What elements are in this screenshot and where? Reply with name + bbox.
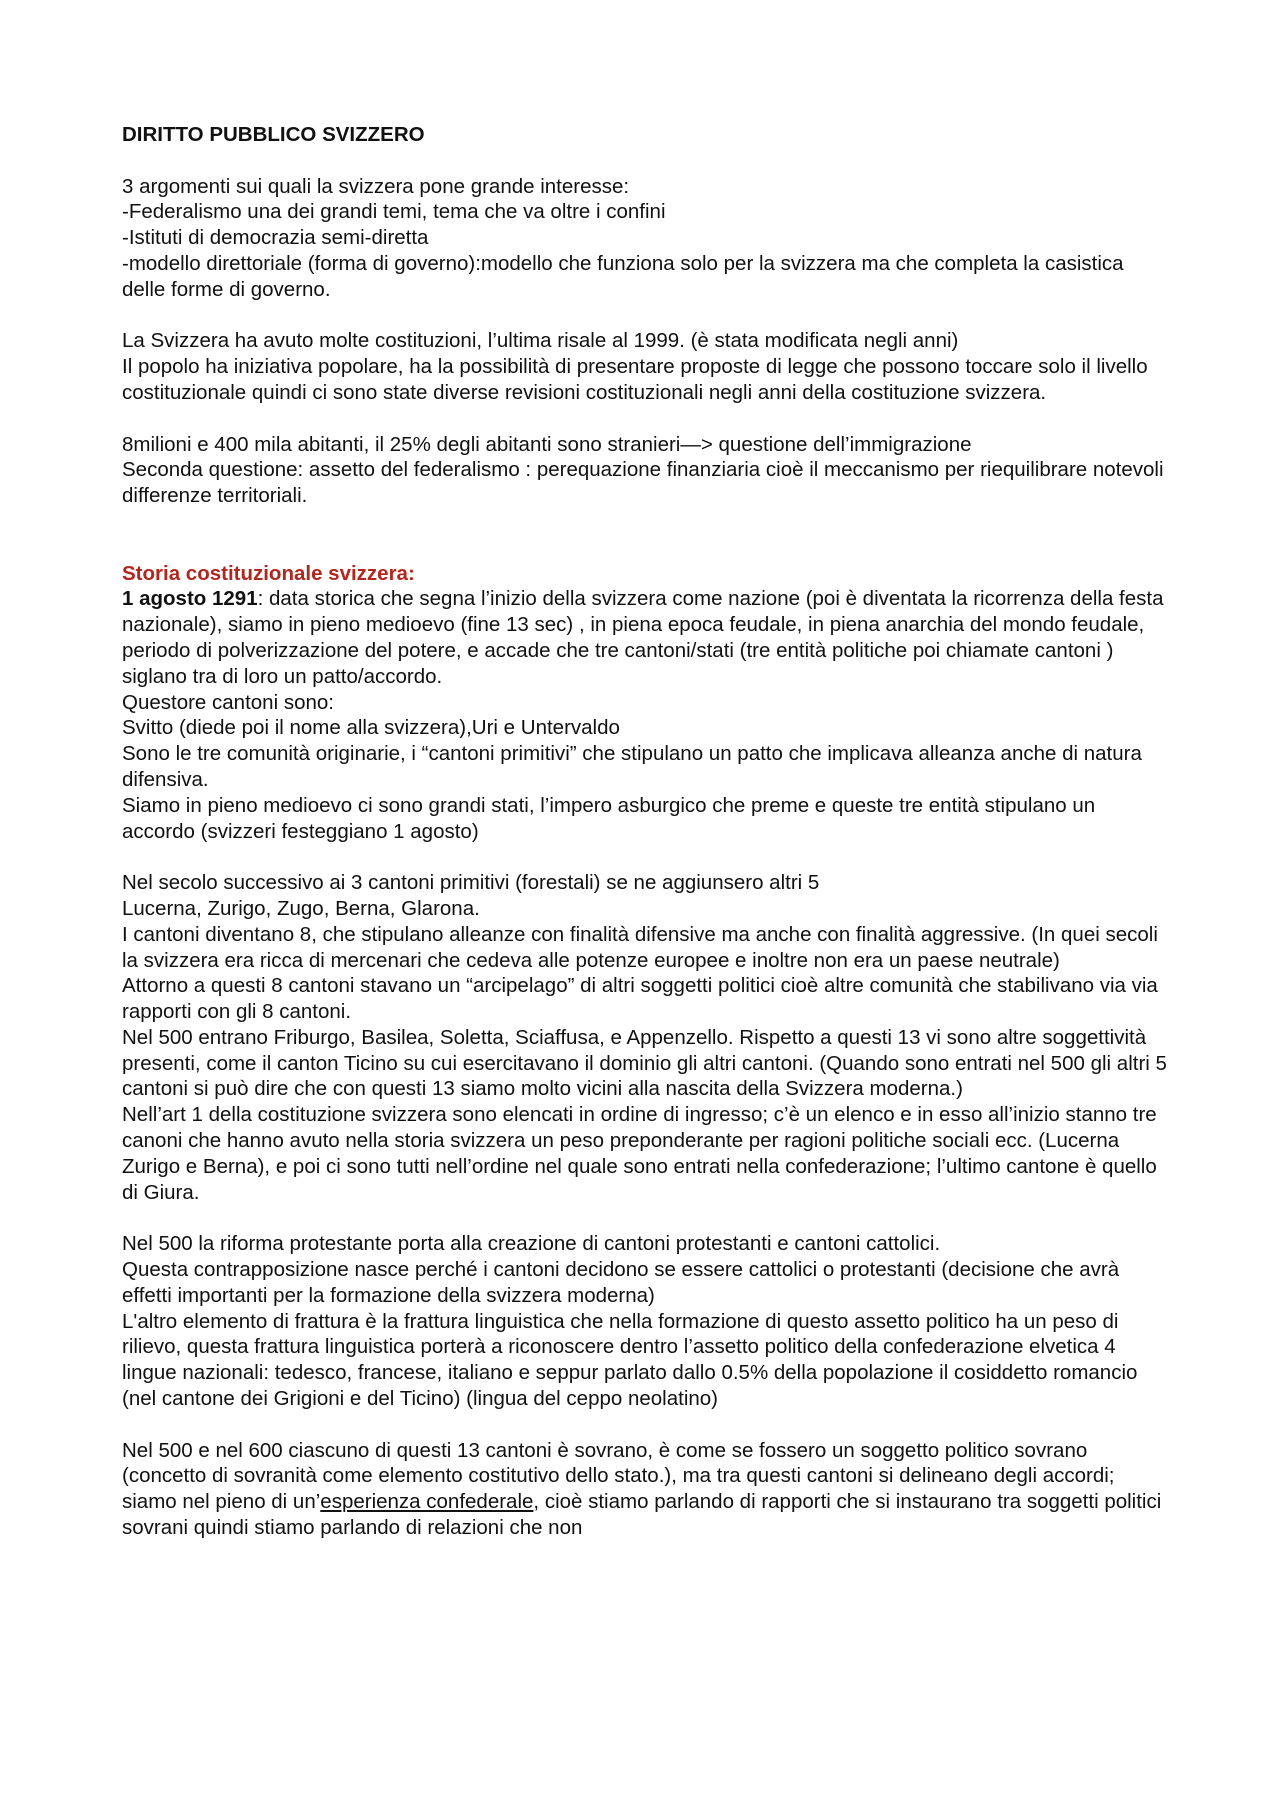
date-label: 1 agosto 1291 <box>122 587 258 611</box>
paragraph: 8milioni e 400 mila abitanti, il 25% degli abitanti sono stranieri—> questione dell’immigrazione <box>122 432 972 456</box>
paragraph: L'altro elemento di frattura è la frattura linguistica che nella formazione di questo assetto politico ha un peso di rilievo, questa frattura linguistica porterà a riconoscere dentro l’assetto politico della confederazione elvetica 4 lingue nazionali: tedesco, francese, italiano e seppur parlato dallo 0.5% della popolazione il cosiddetto romancio (nel cantone dei Grigioni e del Ticino) (lingua del ceppo neolatino) <box>122 1309 1138 1411</box>
paragraph: 3 argomenti sui quali la svizzera pone grande interesse: <box>122 174 630 198</box>
paragraph: Sono le tre comunità originarie, i “cantoni primitivi” che stipulano un patto che implicava alleanza anche di natura difensiva. <box>122 742 1142 791</box>
paragraph <box>122 1438 1167 1541</box>
section-heading: Storia costituzionale svizzera: <box>122 561 415 585</box>
paragraph: Attorno a questi 8 cantoni stavano un “arcipelago” di altri soggetti politici cioè altre comunità che stabilivano via via rapporti con gli 8 cantoni. <box>122 974 1158 1024</box>
paragraph: Questa contrapposizione nasce perché i cantoni decidono se essere cattolici o protestanti (decisione che avrà effetti importanti per la formazione della svizzera moderna) <box>122 1258 1120 1307</box>
underlined-term: esperienza confederale <box>320 1490 534 1514</box>
paragraph: Seconda questione: assetto del federalismo : perequazione finanziaria cioè il meccanismo per riequilibrare notevoli differenze territoriali. <box>122 458 1164 508</box>
paragraph: Svitto (diede poi il nome alla svizzera),Uri e Untervaldo <box>122 716 620 740</box>
document-page <box>122 122 1167 1541</box>
text-after: , cioè stiamo parlando di rapporti che si instaurano tra soggetti politici sovrani quindi stiamo parlando di relazioni che non <box>122 1490 1162 1540</box>
paragraph: Nell’art 1 della costituzione svizzera sono elencati in ordine di ingresso; c’è un elenco e in esso all’inizio stanno tre canoni che hanno avuto nella storia svizzera un peso preponderante per ragioni politiche sociali ecc. (Lucerna Zurigo e Berna), e poi ci sono tutti nell’ordine nel quale sono entrati nella confederazione; l’ultimo cantone è quello di Giura. <box>122 1103 1157 1204</box>
paragraph: -Istituti di democrazia semi-diretta <box>122 226 429 250</box>
paragraph: -Federalismo una dei grandi temi, tema che va oltre i confini <box>122 200 666 224</box>
paragraph: Nel secolo successivo ai 3 cantoni primitivi (forestali) se ne aggiunsero altri 5 <box>122 871 820 895</box>
paragraph: I cantoni diventano 8, che stipulano alleanze con finalità difensive ma anche con finalità aggressive. (In quei secoli la svizzera era ricca di mercenari che cedeva alle potenze europee e inoltre non era un paese neutrale) <box>122 922 1158 972</box>
paragraph: Il popolo ha iniziativa popolare, ha la possibilità di presentare proposte di legge che possono toccare solo il livello costituzionale quindi ci sono state diverse revisioni costituzionali negli anni della costituzione svizzera. <box>122 355 1148 404</box>
paragraph <box>122 586 1167 689</box>
paragraph: Questore cantoni sono: <box>122 690 334 714</box>
paragraph: -modello direttoriale (forma di governo):modello che funziona solo per la svizzera ma che completa la casistica delle forme di governo. <box>122 251 1124 301</box>
paragraph: La Svizzera ha avuto molte costituzioni, l’ultima risale al 1999. (è stata modificata negli anni) <box>122 329 959 353</box>
paragraph: Siamo in pieno medioevo ci sono grandi stati, l’impero asburgico che preme e queste tre entità stipulano un accordo (svizzeri festeggiano 1 agosto) <box>122 793 1096 843</box>
date-text: : data storica che segna l’inizio della svizzera come nazione (poi è diventata la ricorrenza della festa nazionale), siamo in pieno medioevo (fine 13 sec) , in piena epoca feudale, in piena anarchia del mondo feudale, periodo di polverizzazione del potere, e accade che tre cantoni/stati (tre entità politiche poi chiamate cantoni ) siglano tra di loro un patto/accordo. <box>122 587 1164 688</box>
paragraph: Lucerna, Zurigo, Zugo, Berna, Glarona. <box>122 896 480 920</box>
paragraph: Nel 500 entrano Friburgo, Basilea, Soletta, Sciaffusa, e Appenzello. Rispetto a questi 13 vi sono altre soggettività presenti, come il canton Ticino su cui esercitavano il dominio gli altri cantoni. (Quando sono entrati nel 500 gli altri 5 cantoni si può dire che con questi 13 siamo molto vicini alla nascita della Svizzera moderna.) <box>122 1025 1167 1101</box>
document-title: DIRITTO PUBBLICO SVIZZERO <box>122 123 425 146</box>
paragraph: Nel 500 la riforma protestante porta alla creazione di cantoni protestanti e cantoni cattolici. <box>122 1232 941 1256</box>
text-before: Nel 500 e nel 600 ciascuno di questi 13 cantoni è sovrano, è come se fossero un soggetto politico sovrano (concetto di sovranità come elemento costitutivo dello stato.), ma tra questi cantoni si delineano degli accordi; siamo nel pieno di un’ <box>122 1438 1115 1514</box>
